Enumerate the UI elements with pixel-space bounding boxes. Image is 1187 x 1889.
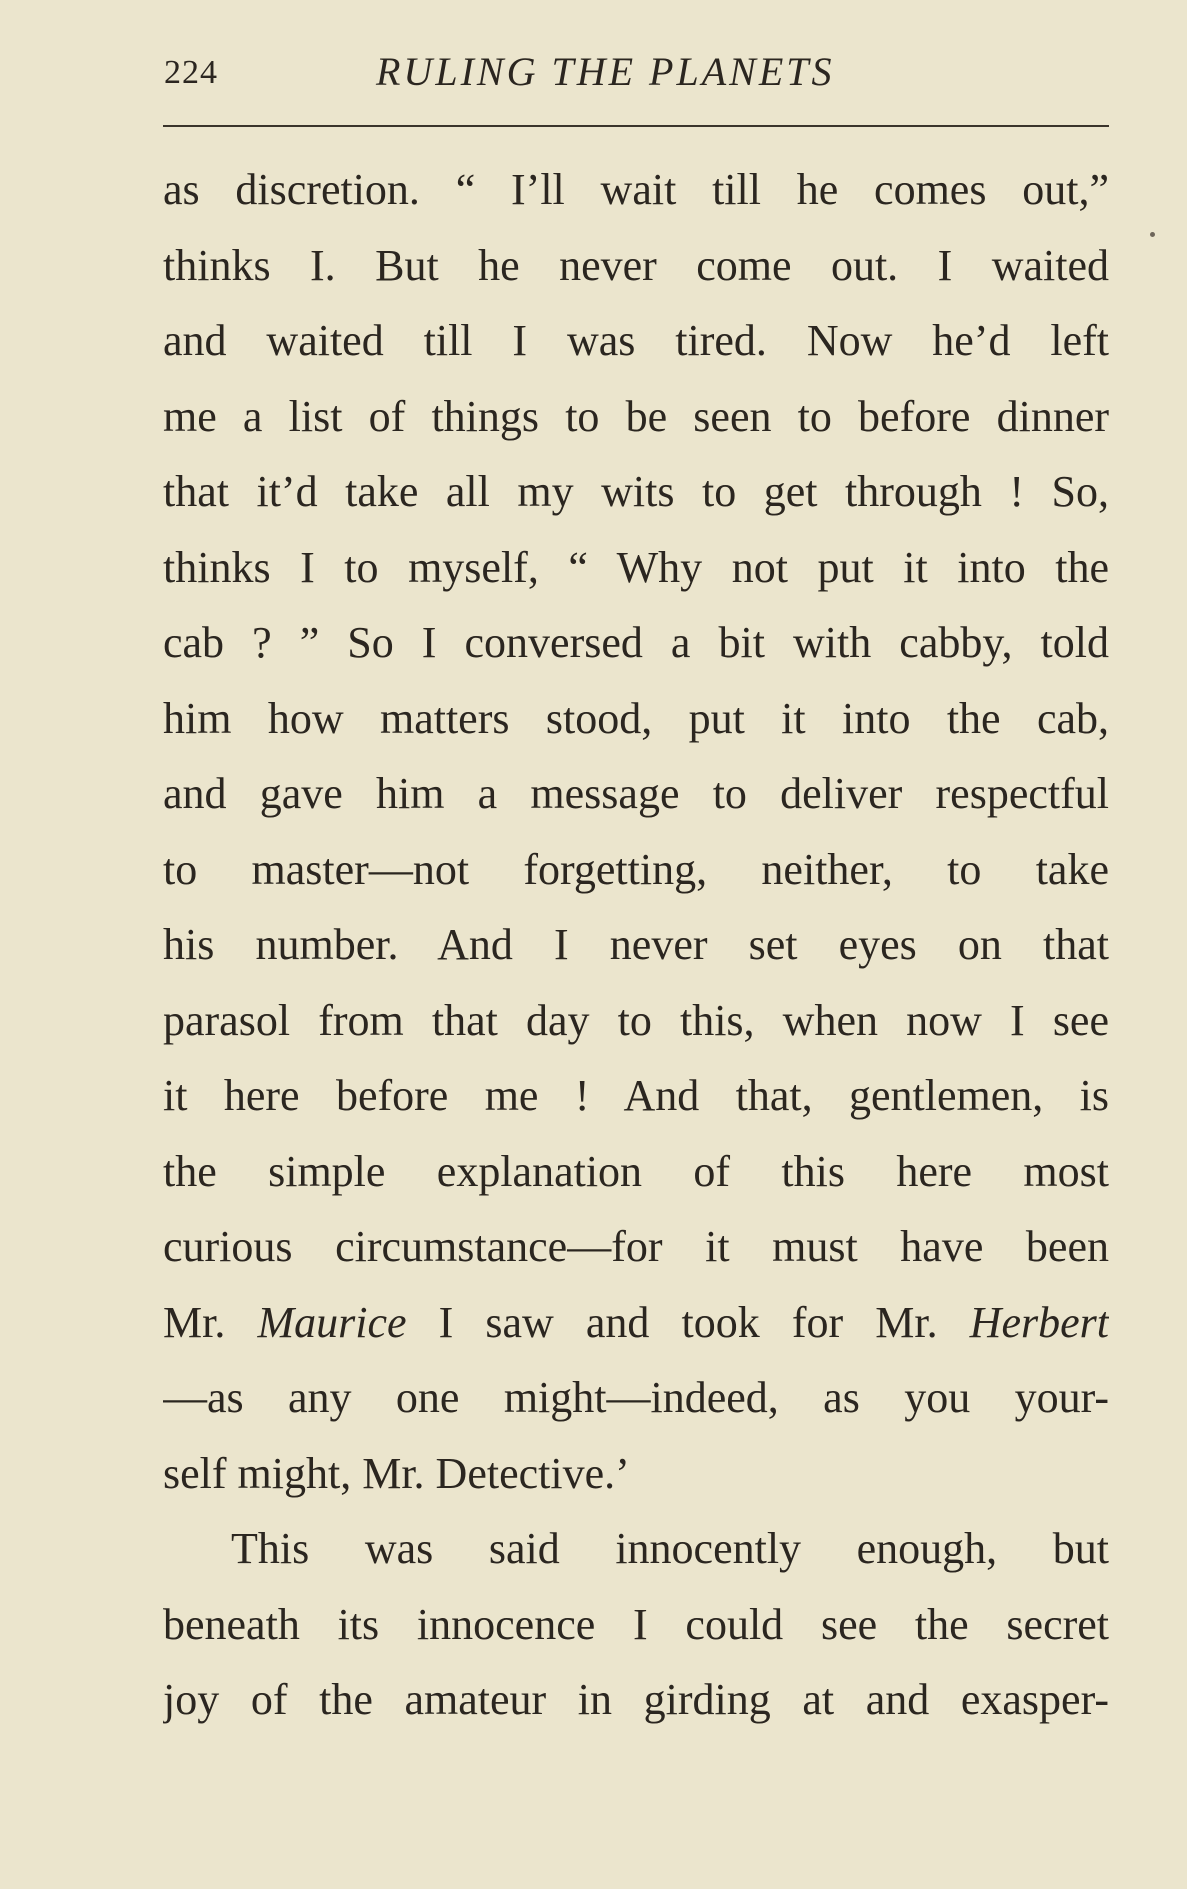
text-line: —as any one might—indeed, as you your-: [163, 1373, 1109, 1422]
text-line: to master—not forgetting, neither, to take: [163, 844, 1109, 894]
text-line: self might, Mr. Detective.’: [163, 1448, 630, 1498]
paper-speck: [1150, 232, 1155, 237]
italic-name: Maurice: [257, 1297, 407, 1347]
text-line: beneath its innocence I could see the secret: [163, 1599, 1109, 1649]
running-title: RULING THE PLANETS: [376, 49, 835, 94]
text-line: as discretion. “ I’ll wait till he comes out,”: [163, 165, 1109, 214]
running-head: [164, 48, 1108, 98]
body-text: [163, 162, 1109, 1748]
text-line: him how matters stood, put it into the cab,: [163, 693, 1109, 743]
text-line: and waited till I was tired. Now he’d left: [163, 316, 1109, 365]
page-number: 224: [164, 54, 218, 91]
text-line: thinks I to myself, “ Why not put it into the: [163, 542, 1109, 592]
text-line: it here before me ! And that, gentlemen, is: [163, 1071, 1109, 1120]
paragraph-first-line: This was said innocently enough, but: [231, 1524, 1109, 1573]
text-line: thinks I. But he never come out. I waited: [163, 240, 1109, 290]
text-line: Mr. Maurice I saw and took for Mr. Herbert: [163, 1297, 1109, 1347]
header-rule: [163, 125, 1109, 127]
text-line: parasol from that day to this, when now I see: [163, 995, 1109, 1045]
text-line: his number. And I never set eyes on that: [163, 920, 1109, 969]
text-line: and gave him a message to deliver respectful: [163, 769, 1109, 818]
text-line: curious circumstance—for it must have been: [163, 1222, 1109, 1271]
text-line: cab ? ” So I conversed a bit with cabby, told: [163, 618, 1109, 667]
text-line: the simple explanation of this here most: [163, 1146, 1109, 1196]
text-line: joy of the amateur in girding at and exasper-: [163, 1675, 1109, 1724]
text-line: me a list of things to be seen to before dinner: [163, 391, 1109, 441]
text-line: that it’d take all my wits to get through ! So,: [163, 467, 1109, 516]
italic-name: Herbert: [969, 1297, 1109, 1347]
